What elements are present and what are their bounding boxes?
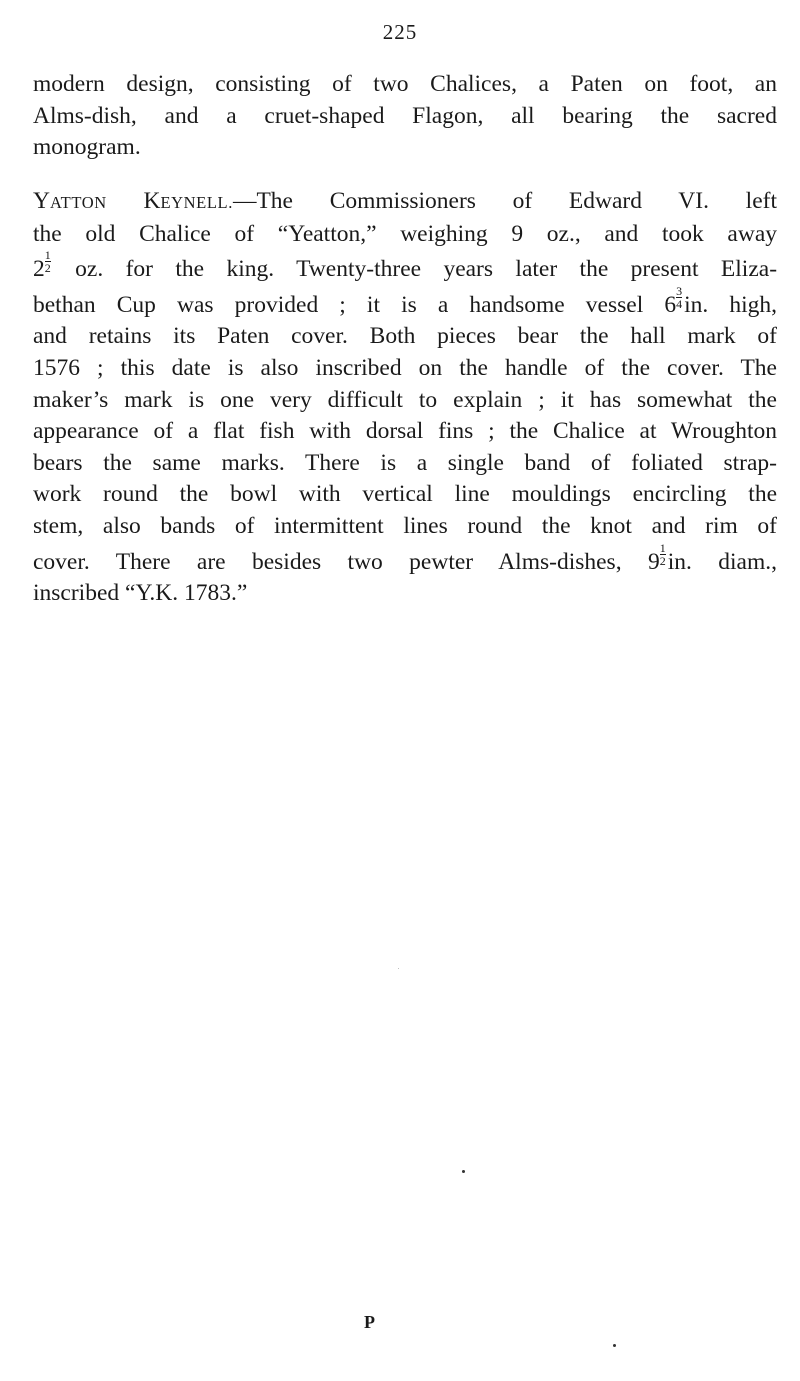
text-run: in. high, xyxy=(684,291,777,318)
fraction-numerator: 1 xyxy=(44,248,51,263)
heading-initial: Y xyxy=(33,188,50,214)
paper-speck xyxy=(613,1344,616,1347)
fraction xyxy=(44,248,51,276)
text-line: the old Chalice of “Yeatton,” weighing 9 oz., and took away xyxy=(33,220,777,247)
heading-smallcaps: EYNELL. xyxy=(160,193,233,212)
text-run: cover. There are besides two pewter Alms-dishes, 9 xyxy=(33,548,660,575)
section-heading xyxy=(33,188,233,214)
fraction-denominator: 4 xyxy=(676,296,683,311)
text-line: maker’s mark is one very difficult to explain ; it has somewhat the xyxy=(33,386,777,413)
text-line xyxy=(33,250,777,286)
fraction xyxy=(676,283,683,311)
signature-mark: P xyxy=(364,1312,376,1332)
fraction-denominator: 2 xyxy=(659,553,666,568)
text-line: work round the bowl with vertical line mouldings encircling the xyxy=(33,481,777,508)
heading-initial: K xyxy=(143,188,161,214)
text-run: oz. for the king. Twenty-three years later the present Eliza- xyxy=(75,256,778,283)
page-number: 225 xyxy=(382,20,418,44)
fraction-denominator: 2 xyxy=(44,261,51,276)
text-line xyxy=(33,186,777,219)
text-line: bears the same marks. There is a single band of foliated strap- xyxy=(33,449,777,476)
text-run: bethan Cup was provided ; it is a handsome vessel 6 xyxy=(33,291,677,318)
fraction xyxy=(659,540,666,568)
fraction-numerator: 3 xyxy=(676,283,683,298)
text-line: stem, also bands of intermittent lines round the knot and rim of xyxy=(33,512,777,539)
text-line: Alms-dish, and a cruet-shaped Flagon, all bearing the sacred xyxy=(33,102,777,129)
paper-speck xyxy=(398,968,399,969)
text-line: 1576 ; this date is also inscribed on the handle of the cover. The xyxy=(33,354,777,381)
text-line: and retains its Paten cover. Both pieces bear the hall mark of xyxy=(33,323,777,350)
heading-smallcaps: ATTON xyxy=(49,193,107,212)
text-line xyxy=(33,540,777,579)
text-run: in. diam., xyxy=(667,548,777,575)
text-line: appearance of a flat fish with dorsal fins ; the Chalice at Wroughton xyxy=(33,418,777,445)
text-line xyxy=(33,283,777,322)
fraction-numerator: 1 xyxy=(659,540,666,555)
text-line: modern design, consisting of two Chalices, a Paten on foot, an xyxy=(33,71,777,97)
text-run: —The Commissioners of Edward VI. left xyxy=(232,188,777,214)
text-line: monogram. xyxy=(33,134,141,161)
text-run: 2 xyxy=(33,256,45,283)
paragraph-continuation xyxy=(33,69,777,164)
paragraph-yatton-keynell xyxy=(33,186,777,610)
paper-speck xyxy=(462,1170,465,1173)
text-line: inscribed “Y.K. 1783.” xyxy=(33,580,248,607)
